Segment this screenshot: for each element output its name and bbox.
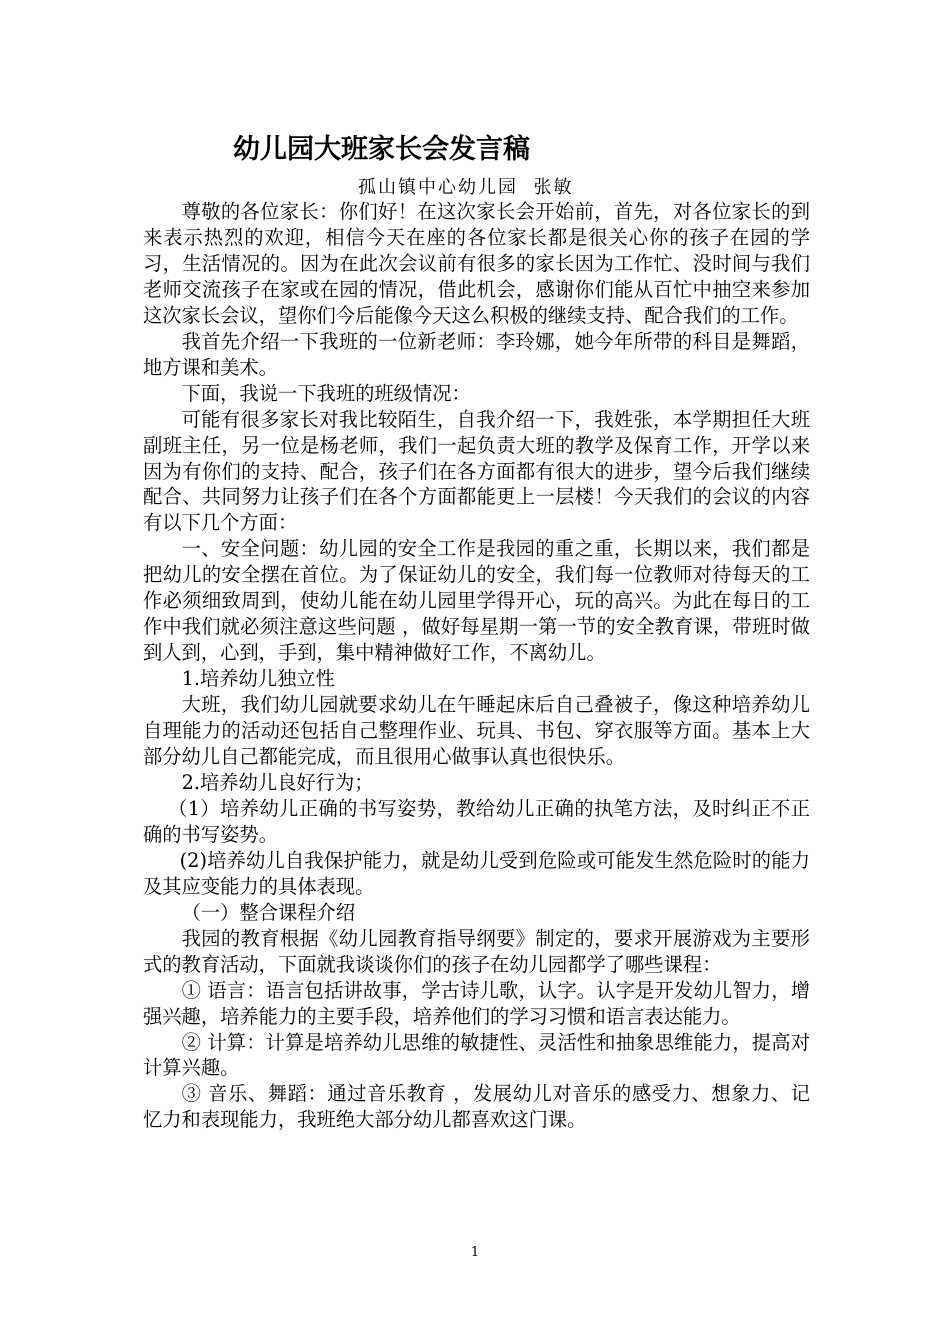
paragraph-math: ② 计算：计算是培养幼儿思维的敏捷性、灵活性和抽象思维能力，提高对计算兴趣。 (143, 1030, 810, 1080)
heading-independence: 1.培养幼儿独立性 (181, 667, 335, 691)
paragraph-writing-posture: （1）培养幼儿正确的书写姿势，教给幼儿正确的执笔方法，及时纠正不正确的书写姿势。 (143, 796, 810, 846)
paragraph-self-protection: (2)培养幼儿自我保护能力，就是幼儿受到危险或可能发生然危险时的能力及其应变能力的具体表现。 (143, 848, 810, 898)
paragraph-music-dance: ③ 音乐、舞蹈：通过音乐教育 ，发展幼儿对音乐的感受力、想象力、记忆力和表现能力，我班绝大部分幼儿都喜欢这门课。 (143, 1082, 810, 1132)
paragraph-greeting: 尊敬的各位家长：你们好！在这次家长会开始前，首先，对各位家长的到来表示热烈的欢迎，相信今天在座的各位家长都是很关心你的孩子在园的学习，生活情况的。因为在此次会议前有很多的家长因为工作忙、没时间与我们老师交流孩子在家或在园的情况，借此机会，感谢你们能从百忙中抽空来参加这次家长会议，望你们今后能像今天这么积极的继续支持、配合我们的工作。 (143, 200, 810, 327)
paragraph-curriculum-intro: 我园的教育根据《幼儿园教育指导纲要》制定的，要求开展游戏为主要形式的教育活动，下面就我谈谈你们的孩子在幼儿园都学了哪些课程： (143, 926, 810, 976)
paragraph-safety: 一、安全问题：幼儿园的安全工作是我园的重之重，长期以来，我们都是把幼儿的安全摆在首位。为了保证幼儿的安全，我们每一位教师对待每天的工作必须细致周到，使幼儿能在幼儿园里学得开心，玩的高兴。为此在每日的工作中我们就必须注意这些问题 ，做好每星期一第一节的安全教育课，带班时做到人到，心到，手到，集中精神做好工作，不离幼儿。 (143, 537, 810, 665)
paragraph-class-intro: 下面，我说一下我班的班级情况： (181, 381, 471, 405)
paragraph-new-teacher: 我首先介绍一下我班的一位新老师：李玲娜，她今年所带的科目是舞蹈，地方课和美术。 (143, 329, 810, 379)
paragraph-independence: 大班，我们幼儿园就要求幼儿在午睡起床后自己叠被子，像这种培养幼儿自理能力的活动还包括自己整理作业、玩具、书包、穿衣服等方面。基本上大部分幼儿自己都能完成，而且很用心做事认真也很快乐。 (143, 693, 810, 769)
document-title: 幼儿园大班家长会发言稿 (233, 134, 530, 165)
paragraph-self-intro: 可能有很多家长对我比较陌生，自我介绍一下，我姓张，本学期担任大班副班主任，另一位是杨老师，我们一起负责大班的教学及保育工作，开学以来因为有你们的支持、配合，孩子们在各方面都有很大的进步，望今后我们继续配合、共同努力让孩子们在各个方面都能更上一层楼！今天我们的会议的内容有以下几个方面： (143, 407, 810, 535)
heading-curriculum: （一）整合课程介绍 (181, 900, 356, 924)
heading-good-behavior: 2.培养幼儿良好行为； (181, 770, 374, 794)
document-author: 孤山镇中心幼儿园 张敏 (358, 177, 574, 198)
document-body (143, 199, 810, 1133)
page-number: 1 (470, 1245, 480, 1260)
paragraph-language: ① 语言：语言包括讲故事，学古诗儿歌，认字。认字是开发幼儿智力，增强兴趣，培养能力的主要手段，培养他们的学习习惯和语言表达能力。 (143, 978, 810, 1028)
